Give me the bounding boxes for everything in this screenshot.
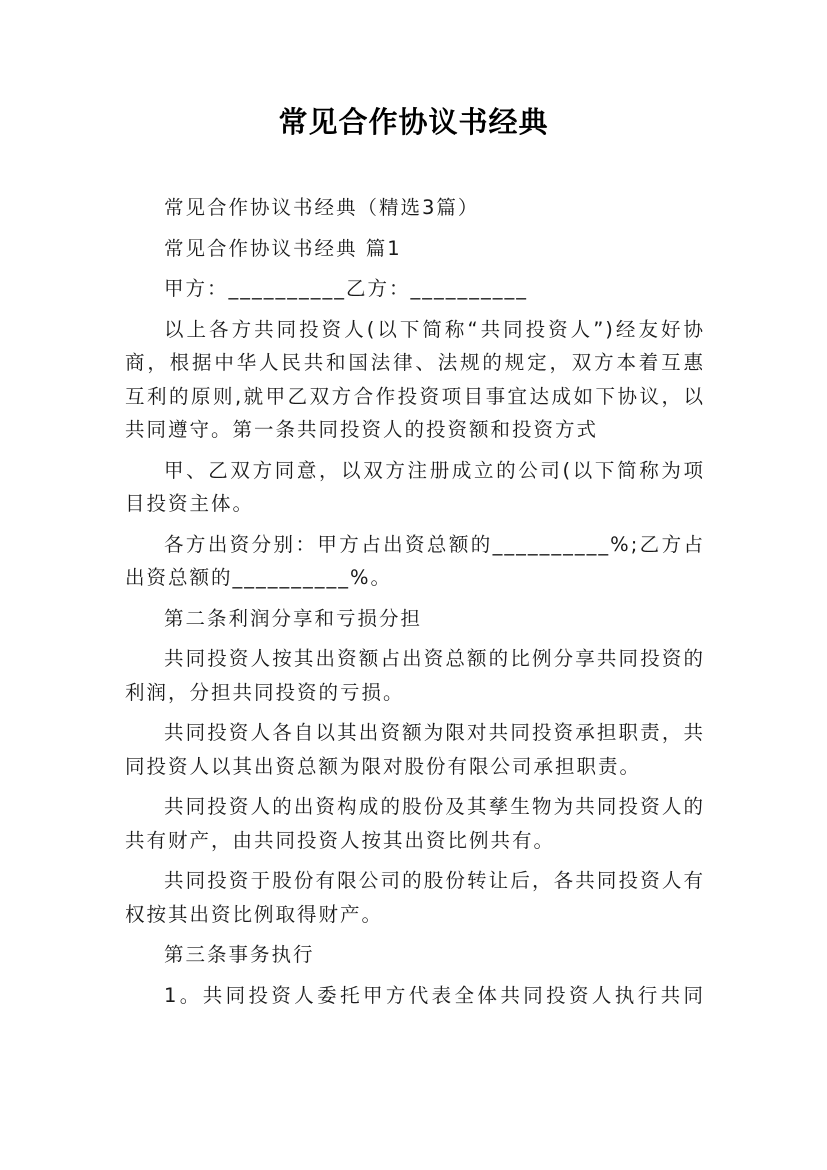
paragraph-subtitle: 常见合作协议书经典（精选3篇）: [164, 196, 480, 219]
paragraph-section-heading: 常见合作协议书经典 篇1: [164, 236, 402, 260]
paragraph-execution: 1。共同投资人委托甲方代表全体共同投资人执行共同: [164, 983, 705, 1007]
document-title: 常见合作协议书经典: [278, 105, 549, 139]
paragraph-investment-entity: 甲、乙双方同意，以双方注册成立的公司(以下简称为项目投资主体。: [125, 458, 705, 515]
paragraph-article-3-heading: 第三条事务执行: [164, 943, 315, 966]
paragraph-share-transfer: 共同投资于股份有限公司的股份转让后，各共同投资人有权按其出资比例取得财产。: [125, 869, 705, 926]
paragraph-preamble: 以上各方共同投资人(以下简称“共同投资人”)经友好协商，根据中华人民共和国法律、法规的规定，双方本着互惠互利的原则,就甲乙双方合作投资项目事宜达成如下协议，以共同遵守。第一条共同投资人的投资额和投资方式: [125, 317, 705, 441]
paragraph-liability: 共同投资人各自以其出资额为限对共同投资承担职责，共同投资人以其出资总额为限对股份有限公司承担职责。: [125, 721, 705, 778]
paragraph-profit-sharing: 共同投资人按其出资额占出资总额的比例分享共同投资的利润，分担共同投资的亏损。: [125, 647, 705, 704]
paragraph-parties: 甲方：__________乙方：__________: [164, 277, 529, 300]
paragraph-shared-property: 共同投资人的出资构成的股份及其孳生物为共同投资人的共有财产，由共同投资人按其出资比例共有。: [125, 795, 705, 852]
paragraph-article-2-heading: 第二条利润分享和亏损分担: [164, 606, 423, 630]
document-body: [125, 191, 705, 1012]
paragraph-contribution-ratio: 各方出资分别：甲方占出资总额的__________%;乙方占出资总额的__________%。: [125, 532, 705, 589]
